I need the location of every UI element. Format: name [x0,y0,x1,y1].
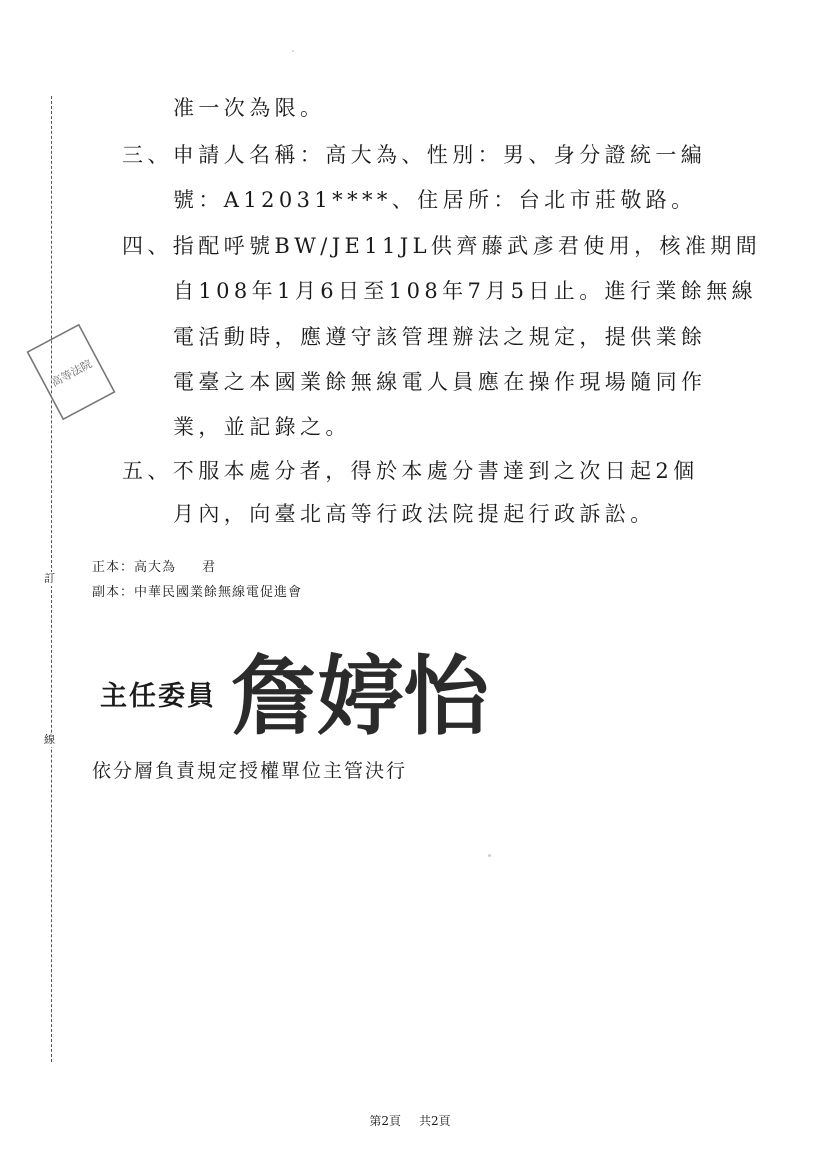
scan-speck [292,50,294,52]
signatory-title: 主任委員 [100,681,216,712]
body-line-3: 號：A12031****、住居所：台北市莊敬路。 [173,188,697,212]
body-line-10: 月內，向臺北高等行政法院提起行政訴訟。 [173,502,656,526]
body-line-6: 電活動時，應遵守該管理辦法之規定，提供業餘 [173,325,707,349]
copy-org: 中華民國業餘無線電促進會 [134,585,303,600]
body-line-2: 三、申請人名稱：高大為、性別：男、身分證統一編 [122,143,707,167]
signature-name: 詹婷怡 [231,647,489,746]
seal-text: 高等法院 [49,357,95,390]
page-total: 共2頁 [419,1114,451,1128]
scan-speck [488,854,491,857]
copy-recipient [92,581,302,600]
original-label: 正本： [92,560,135,575]
copy-label: 副本： [92,585,135,600]
original-recipient [92,556,216,575]
body-line-5: 自108年1月6日至108年7月5日止。進行業餘無線 [173,279,758,303]
page-number: 第2頁 [369,1114,401,1128]
signature-stamp [222,628,498,746]
body-line-7: 電臺之本國業餘無線電人員應在操作現場隨同作 [173,370,707,394]
body-line-4: 四、指配呼號BW/JE11JL供齊藤武彥君使用，核准期間 [122,234,762,258]
body-line-8: 業，並記錄之。 [173,415,351,439]
official-seal-stamp [25,322,117,422]
original-name: 高大為 [134,560,177,575]
binding-mark-xian: 線 [44,733,55,746]
body-line-1: 准一次為限。 [173,96,326,120]
delegation-note: 依分層負責規定授權單位主管決行 [92,760,408,782]
body-line-9: 五、不服本處分者，得於本處分書達到之次日起2個 [122,459,699,483]
binding-mark-ding: 訂 [44,572,55,585]
original-honorific: 君 [202,560,217,575]
page-footer [0,1112,820,1129]
